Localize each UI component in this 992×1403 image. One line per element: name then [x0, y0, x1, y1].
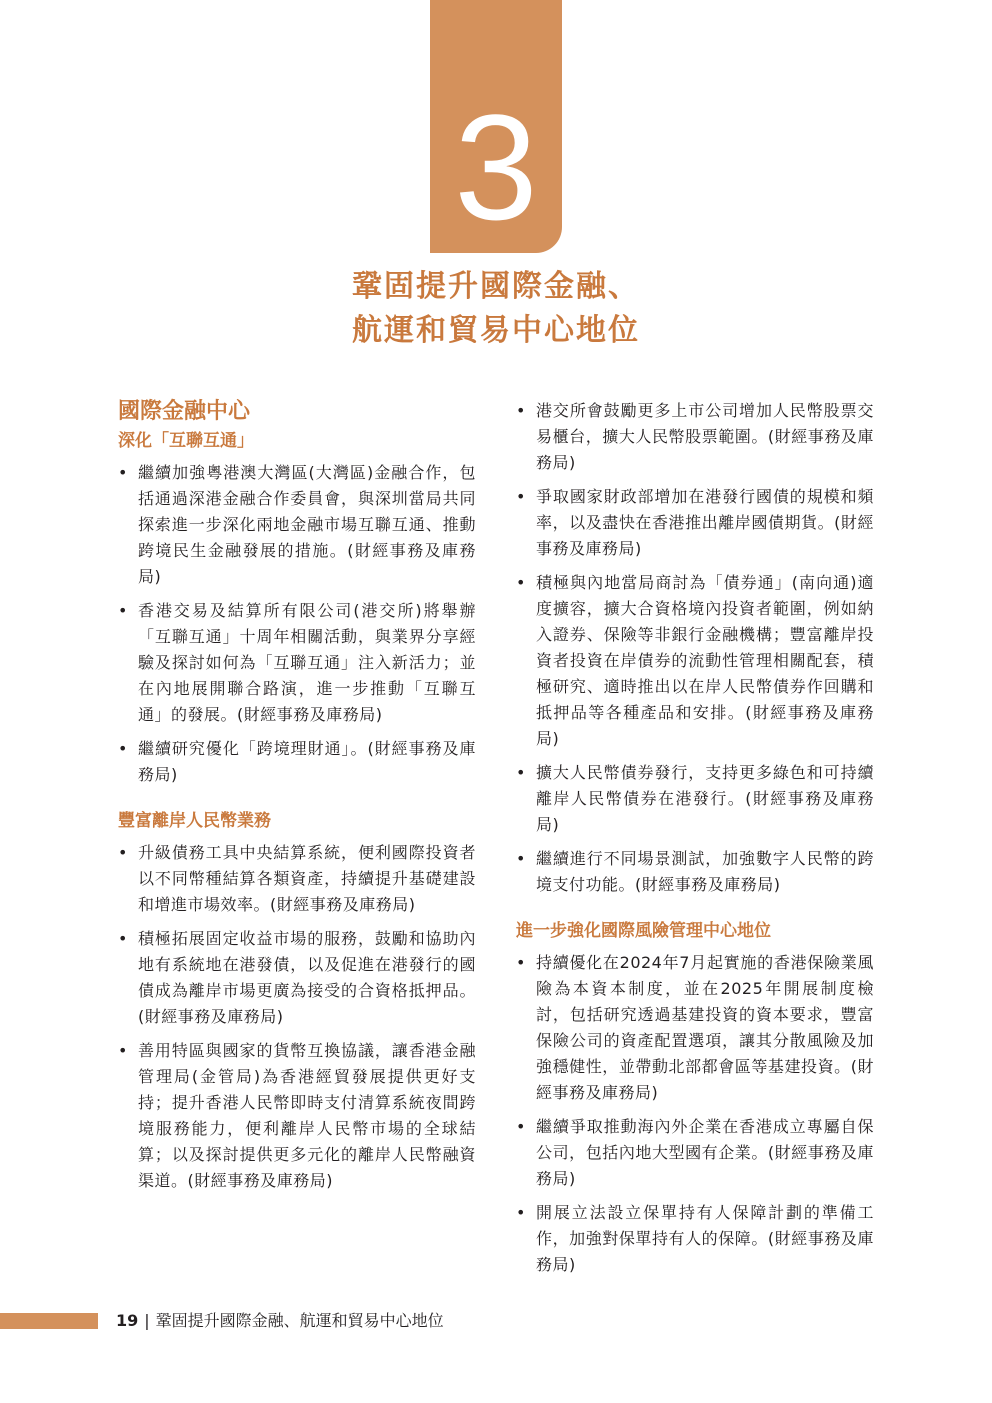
left-column [118, 398, 476, 1202]
section-heading: 國際金融中心 [118, 399, 251, 424]
bullet-icon: • [118, 601, 128, 620]
bullet-icon: • [516, 573, 526, 592]
list-item [516, 1200, 874, 1278]
bullet-icon: • [516, 1117, 526, 1136]
list-item-text: 持續優化在2024年7月起實施的香港保險業風險為本資本制度，並在2025年開展制度檢討，包括研究透過基建投資的資本要求，豐富保險公司的資產配置選項，讓其分散風險及加強穩健性，並帶動北部都會區等基建投資。(財經事務及庫務局) [536, 953, 874, 1102]
list-item [118, 926, 476, 1030]
list-item [516, 1114, 874, 1192]
list-item-text: 擴大人民幣債券發行，支持更多綠色和可持續離岸人民幣債券在港發行。(財經事務及庫務局) [536, 763, 874, 834]
list-item-text: 升級債務工具中央結算系統，便利國際投資者以不同幣種結算各類資產，持續提升基礎建設和增進市場效率。(財經事務及庫務局) [138, 843, 476, 914]
list-item-text: 爭取國家財政部增加在港發行國債的規模和頻率，以及盡快在香港推出離岸國債期貨。(財經事務及庫務局) [536, 487, 874, 558]
bullet-icon: • [516, 1203, 526, 1222]
list-item-text: 開展立法設立保單持有人保障計劃的準備工作，加強對保單持有人的保障。(財經事務及庫務局) [536, 1203, 874, 1274]
list-item [516, 950, 874, 1106]
list-item-text: 積極與內地當局商討為「債券通」(南向通)適度擴容，擴大合資格境內投資者範圍，例如納入證券、保險等非銀行金融機構；豐富離岸投資者投資在岸債券的流動性管理相關配套，積極研究、適時推出以在岸人民幣債券作回購和抵押品等各種產品和安排。(財經事務及庫務局) [536, 573, 874, 748]
list-item [516, 570, 874, 752]
running-title: 鞏固提升國際金融、航運和貿易中心地位 [155, 1311, 444, 1330]
list-item-text: 香港交易及結算所有限公司(港交所)將舉辦「互聯互通」十周年相關活動，與業界分享經驗及探討如何為「互聯互通」注入新活力；並在內地展開聯合路演，進一步推動「互聯互通」的發展。(財經事務及庫務局) [138, 601, 476, 724]
list-item [516, 484, 874, 562]
list-item-text: 繼續加強粵港澳大灣區(大灣區)金融合作，包括通過深港金融合作委員會，與深圳當局共同探索進一步深化兩地金融市場互聯互通、推動跨境民生金融發展的措施。(財經事務及庫務局) [138, 463, 476, 586]
subsection-heading: 進一步強化國際風險管理中心地位 [516, 921, 771, 941]
bullet-icon: • [118, 929, 128, 948]
bullet-list [118, 460, 476, 788]
list-item-text: 繼續研究優化「跨境理財通」。(財經事務及庫務局) [138, 739, 476, 784]
bullet-icon: • [516, 401, 526, 420]
bullet-list [118, 840, 476, 1194]
bullet-icon: • [516, 849, 526, 868]
chapter-number: 3 [454, 83, 538, 251]
list-item [118, 1038, 476, 1194]
page-title [0, 265, 992, 353]
list-item-text: 善用特區與國家的貨幣互換協議，讓香港金融管理局(金管局)為香港經貿發展提供更好支持；提升香港人民幣即時支付清算系統夜間跨境服務能力，便利離岸人民幣市場的全球結算；以及探討提供更多元化的離岸人民幣融資渠道。(財經事務及庫務局) [138, 1041, 476, 1190]
list-item [118, 736, 476, 788]
bullet-list [516, 398, 874, 898]
footer-accent-bar [0, 1313, 98, 1329]
bullet-icon: • [516, 953, 526, 972]
bullet-list [516, 950, 874, 1278]
list-item [516, 398, 874, 476]
bullet-icon: • [118, 1041, 128, 1060]
list-item-text: 繼續進行不同場景測試，加強數字人民幣的跨境支付功能。(財經事務及庫務局) [536, 849, 874, 894]
right-column [516, 398, 874, 1286]
list-item-text: 積極拓展固定收益市場的服務，鼓勵和協助內地有系統地在港發債，以及促進在港發行的國債成為離岸市場更廣為接受的合資格抵押品。(財經事務及庫務局) [138, 929, 476, 1026]
list-item-text: 繼續爭取推動海內外企業在香港成立專屬自保公司，包括內地大型國有企業。(財經事務及庫務局) [536, 1117, 874, 1188]
subsection-heading: 豐富離岸人民幣業務 [118, 811, 271, 831]
bullet-icon: • [516, 487, 526, 506]
page-footer [116, 1309, 444, 1333]
list-item [118, 598, 476, 728]
subsection-heading: 深化「互聯互通」 [118, 431, 254, 451]
list-item [118, 840, 476, 918]
bullet-icon: • [118, 463, 128, 482]
chapter-tab [430, 0, 562, 253]
list-item-text: 港交所會鼓勵更多上市公司增加人民幣股票交易櫃台，擴大人民幣股票範圍。(財經事務及庫務局) [536, 401, 874, 472]
list-item [118, 460, 476, 590]
page-title-line-1: 鞏固提升國際金融、 [352, 269, 640, 304]
list-item [516, 760, 874, 838]
bullet-icon: • [516, 763, 526, 782]
page-title-line-2: 航運和貿易中心地位 [352, 313, 640, 348]
list-item [516, 846, 874, 898]
bullet-icon: • [118, 739, 128, 758]
page-number: 19 [116, 1311, 139, 1330]
bullet-icon: • [118, 843, 128, 862]
footer-separator: | [144, 1311, 150, 1330]
